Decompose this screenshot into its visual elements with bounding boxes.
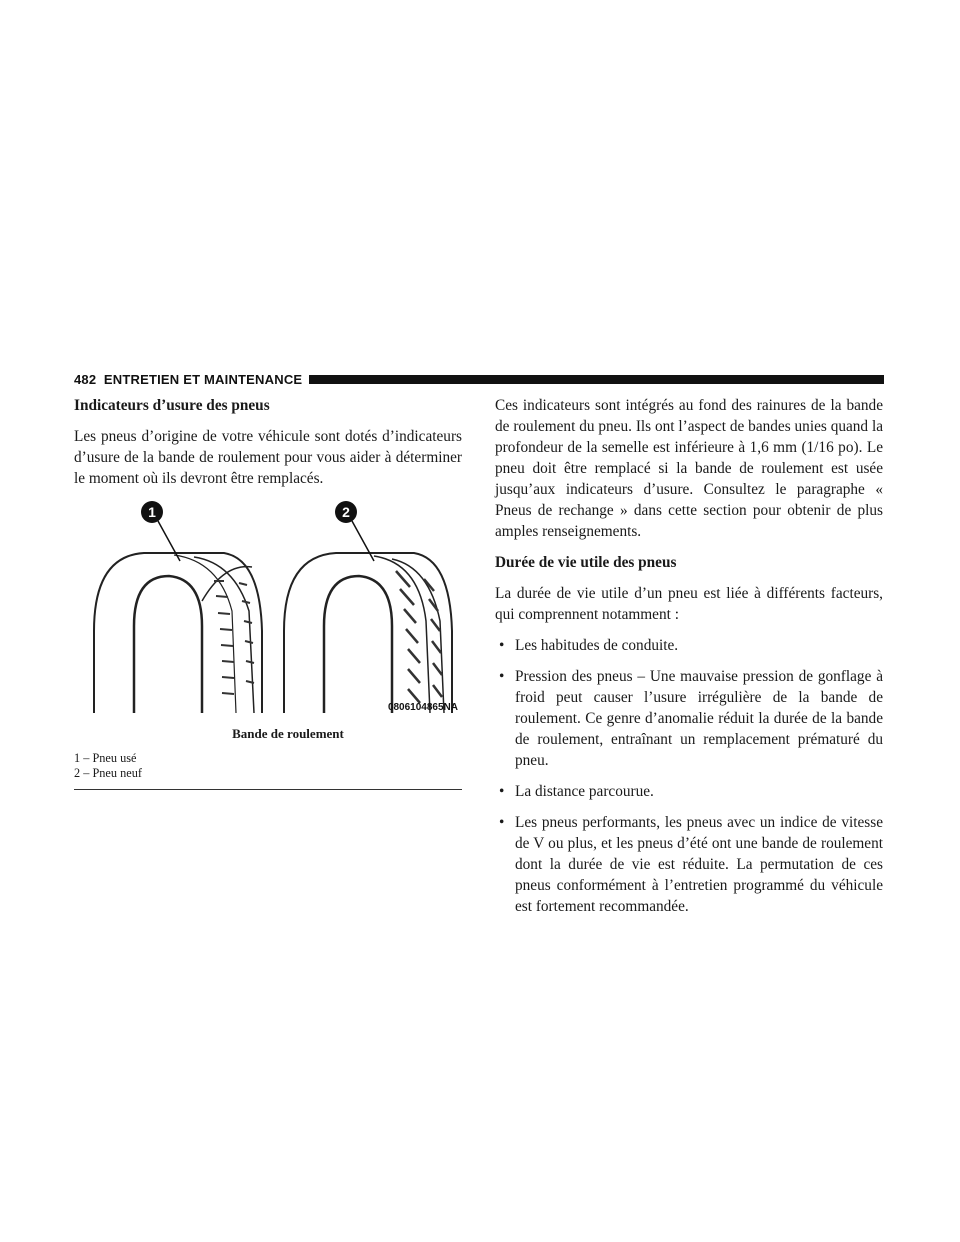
bullet-icon: • (499, 637, 505, 654)
intro-paragraph: Les pneus d’origine de votre véhicule sont dotés d’indicateurs d’usure de la bande de roulement pour vous aider à déterminer le moment où ils devront être remplacés. (74, 428, 462, 487)
svg-text:2: 2 (342, 504, 350, 520)
page-number: 482 (74, 371, 97, 387)
tire-life-factors-list (495, 635, 883, 917)
page-header (74, 370, 884, 388)
worn-tire-drawing (94, 553, 262, 713)
svg-text:1: 1 (148, 504, 156, 520)
list-item: • Les pneus performants, les pneus avec un indice de vitesse de V ou plus, et les pneus d’été ont une bande de roulement dont la durée de vie est réduite. La permutation de ces pneus conformément à l’entretien programmé du véhicule est fortement recommandée. (499, 814, 883, 915)
left-column (74, 395, 462, 790)
header-label (74, 372, 302, 387)
tire-illustration (74, 501, 462, 721)
legend-rule (74, 789, 462, 790)
tire-figure (74, 501, 462, 721)
bullet-icon: • (499, 783, 505, 800)
bullet-icon: • (499, 668, 505, 685)
worn-tire-tread-marks (214, 581, 254, 694)
section-heading-tire-life: Durée de vie utile des pneus (495, 554, 677, 571)
right-column (495, 395, 883, 927)
tire-life-paragraph: La durée de vie utile d’un pneu est liée à différents facteurs, qui comprennent notamment : (495, 585, 883, 623)
figure-code: 0806104865NA (387, 702, 458, 713)
header-rule (309, 375, 884, 384)
figure-legend (74, 751, 462, 781)
indicators-paragraph: Ces indicateurs sont intégrés au fond des rainures de la bande de roulement du pneu. Ils ont l’aspect de bandes unies quand la profondeur de la semelle est inférieure à 1,6 mm (1/16 po). Le pneu doit être remplacé si la bande de roulement est usée jusqu’aux indicateurs d’usure. Consultez le paragraphe « Pneus de rechange » dans cette section pour obtenir de plus amples renseignements. (495, 397, 883, 540)
list-item: • La distance parcourue. (499, 783, 654, 800)
figure-caption: Bande de roulement (232, 726, 344, 741)
legend-item-new: 2 – Pneu neuf (74, 766, 142, 780)
list-item: • Pression des pneus – Une mauvaise pression de gonflage à froid peut causer l’usure irrégulière de la bande de roulement. Ce genre d’anomalie réduit la durée de la bande de roulement, entraînant un remplacement prématuré du pneu. (499, 668, 883, 769)
section-title: ENTRETIEN ET MAINTENANCE (103, 371, 303, 387)
legend-item-worn: 1 – Pneu usé (74, 751, 137, 765)
bullet-icon: • (499, 814, 505, 831)
new-tire-drawing (284, 553, 452, 713)
section-heading-wear-indicators: Indicateurs d’usure des pneus (74, 397, 270, 414)
list-item: • Les habitudes de conduite. (499, 637, 679, 654)
